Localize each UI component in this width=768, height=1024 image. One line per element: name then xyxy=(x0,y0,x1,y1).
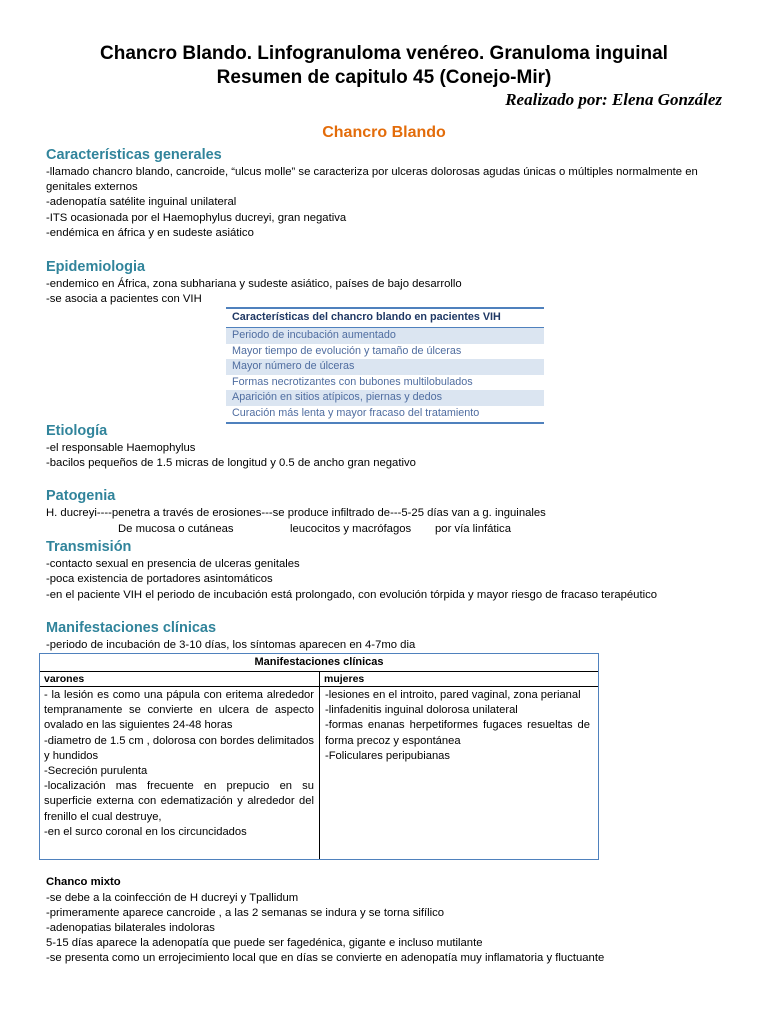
list-item: -en el surco coronal en los circuncidados xyxy=(44,825,247,838)
text-line: -poca existencia de portadores asintomáticos xyxy=(46,573,273,585)
list-item: - la lesión es como una pápula con eritema alrededor tempranamente se convierte en ulcera de aspecto ovalado en las siguientes 24-48 horas xyxy=(44,689,314,732)
text-line: -endemico en África, zona subhariana y sudeste asiático, países de bajo desarrollo xyxy=(46,278,462,290)
text-line: -bacilos pequeños de 1.5 micras de longitud y 0.5 de ancho gran negativo xyxy=(46,457,416,469)
list-item: -Secreción purulenta xyxy=(44,765,148,778)
vih-table-row: Mayor tiempo de evolución y tamaño de úlceras xyxy=(232,344,462,357)
manifestaciones-table xyxy=(39,653,599,860)
text-line: genitales externos xyxy=(46,181,138,193)
heading-caracteristicas: Características generales xyxy=(46,147,222,163)
list-item: -Foliculares peripubianas xyxy=(325,749,450,762)
vih-table-row: Curación más lenta y mayor fracaso del tratamiento xyxy=(232,406,480,419)
text-line: H. ducreyi----penetra a través de erosiones---se produce infiltrado de---5-25 días van a g. inguinales xyxy=(46,507,546,519)
heading-epidemiologia: Epidemiologia xyxy=(46,259,146,275)
col-header-varones: varones xyxy=(40,672,319,687)
text-line: -adenopatía satélite inguinal unilateral xyxy=(46,196,237,208)
text-line: -en el paciente VIH el periodo de incubación está prolongado, con evolución tórpida y mayor riesgo de fracaso terapéutico xyxy=(46,589,658,601)
list-item: -lesiones en el introito, pared vaginal, zona perianal xyxy=(325,689,581,701)
list-item: -formas enanas herpetiformes fugaces resueltas de forma precoz y espontánea xyxy=(325,719,590,747)
text-line: leucocitos y macrófagos xyxy=(290,523,412,535)
cell-mujeres xyxy=(325,688,590,764)
cell-varones xyxy=(44,688,314,840)
text-line: -contacto sexual en presencia de ulceras genitales xyxy=(46,558,300,570)
text-line: -el responsable Haemophylus xyxy=(46,442,196,454)
text-line: -llamado chancro blando, cancroide, “ulcus molle” se caracteriza por ulceras dolorosas agudas únicas o múltiples normalmente en xyxy=(46,166,698,178)
heading-patogenia: Patogenia xyxy=(46,488,116,504)
text-line: por vía linfática xyxy=(435,523,511,535)
text-line: De mucosa o cutáneas xyxy=(118,523,234,535)
heading-chanco-mixto: Chanco mixto xyxy=(46,876,121,888)
text-line: -se debe a la coinfección de H ducreyi y Tpallidum xyxy=(46,892,299,904)
list-item: -diametro de 1.5 cm , dolorosa con bordes delimitados y hundidos xyxy=(44,734,314,762)
text-line: -endémica en áfrica y en sudeste asiático xyxy=(46,227,254,239)
col-header-mujeres: mujeres xyxy=(320,672,598,687)
vih-table xyxy=(226,307,544,424)
document-subtitle: Resumen de capitulo 45 (Conejo-Mir) xyxy=(216,67,552,88)
vih-table-row: Formas necrotizantes con bubones multilobulados xyxy=(232,375,473,388)
document-title: Chancro Blando. Linfogranuloma venéreo. Granuloma inguinal xyxy=(100,43,668,64)
vih-table-row: Mayor número de úlceras xyxy=(226,359,544,375)
vih-table-row: Aparición en sitios atípicos, piernas y dedos xyxy=(226,390,544,406)
text-line: 5-15 días aparece la adenopatía que puede ser fagedénica, gigante e incluso mutilante xyxy=(46,937,483,949)
vih-table-header: Características del chancro blando en pacientes VIH xyxy=(226,309,544,328)
text-line: -primeramente aparece cancroide , a las 2 semanas se indura y se torna sifílico xyxy=(46,907,445,919)
list-item: -linfadenitis inguinal dolorosa unilateral xyxy=(325,704,518,717)
section-title: Chancro Blando xyxy=(322,124,446,141)
heading-etiologia: Etiología xyxy=(46,423,108,439)
text-line: -adenopatias bilaterales indoloras xyxy=(46,922,215,934)
vih-table-row: Periodo de incubación aumentado xyxy=(226,328,544,344)
column-divider xyxy=(319,672,320,859)
text-line: -se asocia a pacientes con VIH xyxy=(46,293,202,305)
list-item: -localización mas frecuente en prepucio en su superficie externa con edematización y alrededor del frenillo el cual destruye, xyxy=(44,780,314,823)
manifestaciones-table-title: Manifestaciones clínicas xyxy=(40,654,598,672)
text-line: -se presenta como un errojecimiento local que en días se convierte en adenopatía muy inflamatoria y fluctuante xyxy=(46,952,605,964)
heading-manifestaciones: Manifestaciones clínicas xyxy=(46,620,217,636)
text-line: -periodo de incubación de 3-10 días, los síntomas aparecen en 4-7mo dia xyxy=(46,639,416,651)
text-line: -ITS ocasionada por el Haemophylus ducreyi, gran negativa xyxy=(46,212,347,224)
heading-transmision: Transmisión xyxy=(46,539,132,555)
author-line: Realizado por: Elena González xyxy=(505,90,722,109)
